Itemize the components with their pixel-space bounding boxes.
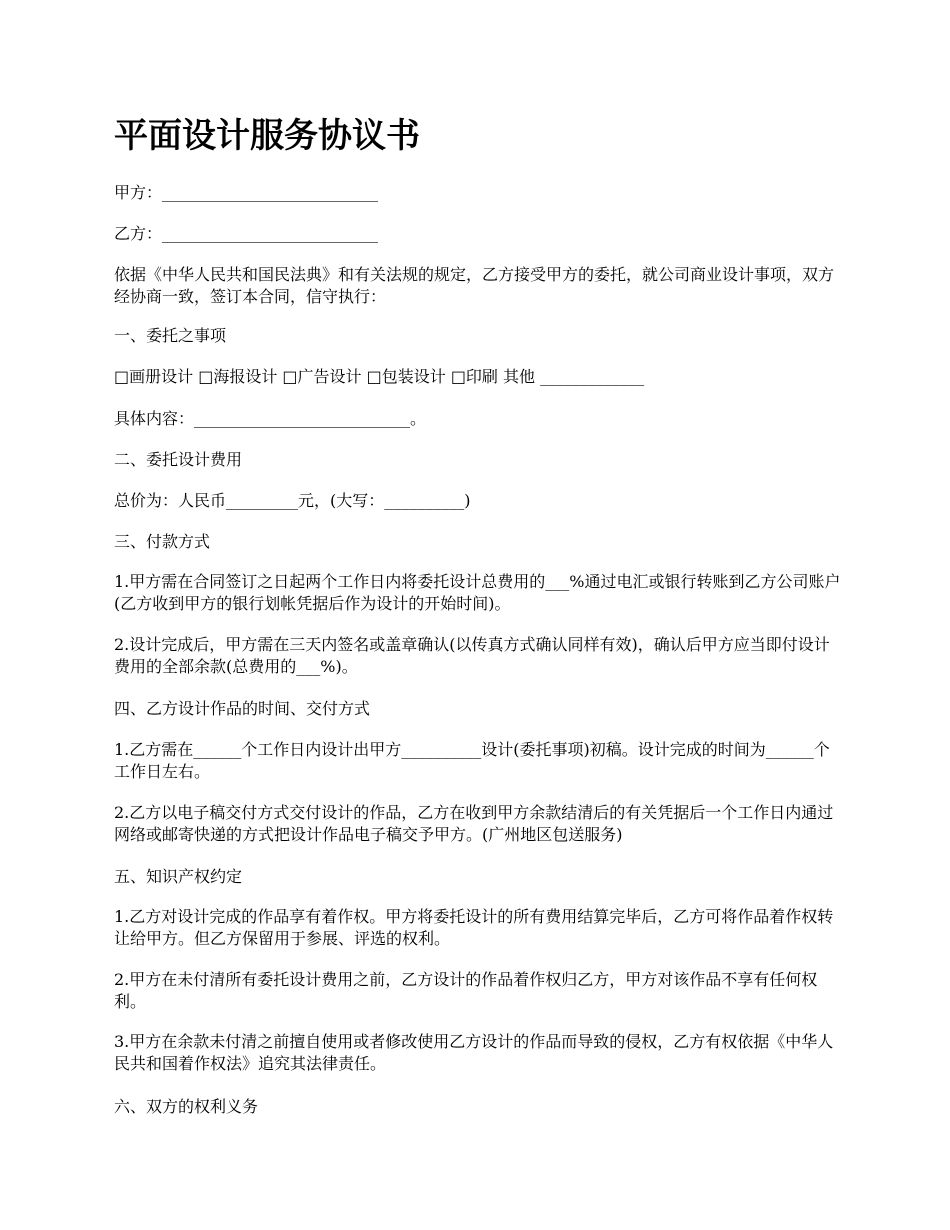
ip-item-3: 3.甲方在余款未付清之前擅自使用或者修改使用乙方设计的作品而导致的侵权，乙方有权依据《中华人民共和国着作权法》追究其法律责任。 xyxy=(114,1032,834,1073)
payment-item-1: 1.甲方需在合同签订之日起两个工作日内将委托设计总费用的___%通过电汇或银行转账到乙方公司账户(乙方收到甲方的银行划帐凭据后作为设计的开始时间)。 xyxy=(114,572,841,613)
delivery-item-2: 2.乙方以电子稿交付方式交付设计的作品，乙方在收到甲方余款结清后的有关凭据后一个工作日内通过网络或邮寄快递的方式把设计作品电子稿交予甲方。(广州地区包送服务) xyxy=(114,803,834,844)
section-5-heading: 五、知识产权约定 xyxy=(114,867,243,886)
price-line: 总价为：人民币_________元，(大写：__________) xyxy=(114,491,471,510)
section-3-heading: 三、付款方式 xyxy=(114,532,211,551)
ip-item-1: 1.乙方对设计完成的作品享有着作权。甲方将委托设计的所有费用结算完毕后，乙方可将作品着作权转让给甲方。但乙方保留用于参展、评选的权利。 xyxy=(114,907,834,948)
section-6-heading: 六、双方的权利义务 xyxy=(114,1097,259,1116)
party-a-line: 甲方：___________________________ xyxy=(114,183,379,202)
document-title: 平面设计服务协议书 xyxy=(114,116,420,156)
section-1-heading: 一、委托之事项 xyxy=(114,326,227,345)
party-b-line: 乙方：___________________________ xyxy=(114,224,379,243)
payment-item-2: 2.设计完成后，甲方需在三天内签名或盖章确认(以传真方式确认同样有效)，确认后甲方应当即付设计费用的全部余款(总费用的___%)。 xyxy=(114,635,830,676)
design-options-line: □画册设计 □海报设计 □广告设计 □包装设计 □印刷 其他 _____________ xyxy=(114,367,645,386)
intro-paragraph: 依据《中华人民共和国民法典》和有关法规的规定，乙方接受甲方的委托，就公司商业设计事项，双方经协商一致，签订本合同，信守执行： xyxy=(114,265,835,306)
delivery-item-1: 1.乙方需在______个工作日内设计出甲方__________设计(委托事项)初稿。设计完成的时间为______个工作日左右。 xyxy=(114,740,830,781)
section-4-heading: 四、乙方设计作品的时间、交付方式 xyxy=(114,699,371,718)
section-2-heading: 二、委托设计费用 xyxy=(114,450,243,469)
ip-item-2: 2.甲方在未付清所有委托设计费用之前，乙方设计的作品着作权归乙方，甲方对该作品不享有任何权利。 xyxy=(114,970,818,1011)
content-line: 具体内容：___________________________。 xyxy=(114,409,427,428)
